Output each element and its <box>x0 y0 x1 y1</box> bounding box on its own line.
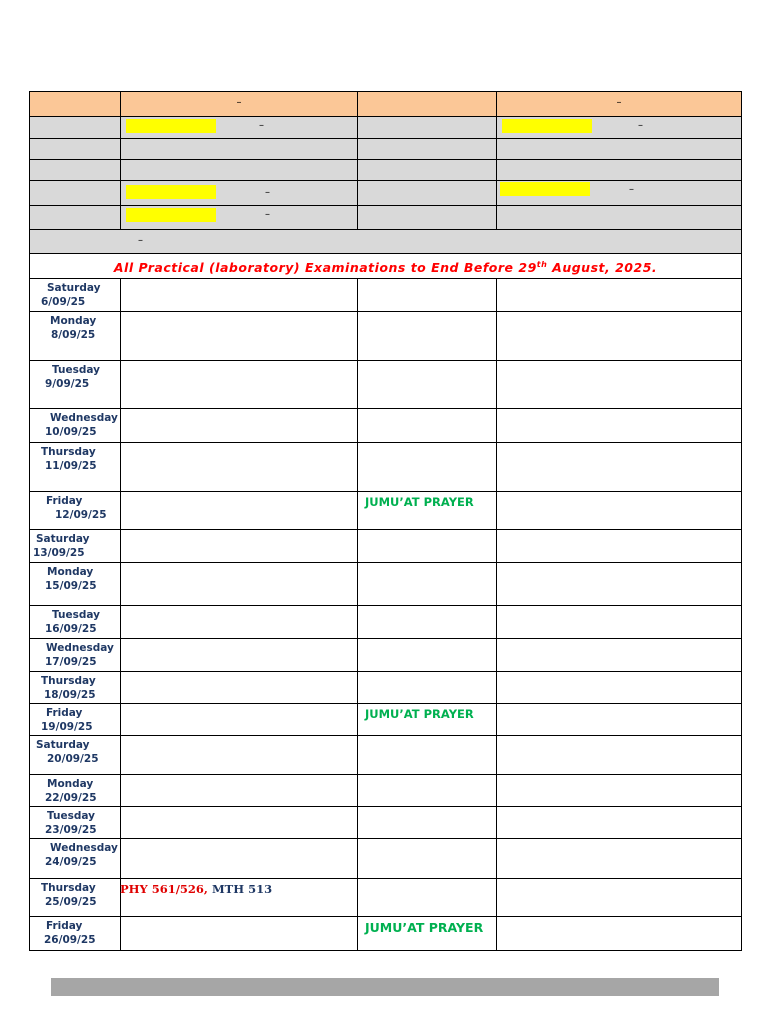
day-label: Saturday <box>36 739 90 752</box>
info-cell <box>30 181 121 206</box>
date-label: 26/09/25 <box>44 934 96 947</box>
date-cell <box>30 312 121 361</box>
info-row-4 <box>30 181 742 206</box>
slot-b-cell <box>358 409 497 443</box>
slot-c-cell <box>497 839 742 879</box>
schedule-row <box>30 839 742 879</box>
date-cell <box>30 606 121 639</box>
date-label: 8/09/25 <box>51 329 96 342</box>
date-label: 17/09/25 <box>45 656 97 669</box>
schedule-row <box>30 606 742 639</box>
schedule-row <box>30 361 742 409</box>
highlight-mark <box>500 182 590 196</box>
info-cell <box>30 117 121 139</box>
header-cell-b <box>358 92 497 117</box>
slot-b-cell <box>358 775 497 807</box>
slot-c-cell <box>497 312 742 361</box>
date-cell <box>30 672 121 704</box>
date-cell <box>30 361 121 409</box>
header-dash-a: – <box>236 97 242 108</box>
slot-b-cell <box>358 312 497 361</box>
course-code-physics: PHY 561/526, <box>120 882 208 897</box>
slot-a-cell <box>121 879 358 917</box>
info-row-2 <box>30 139 742 160</box>
info-cell-wide <box>30 230 742 254</box>
schedule-row <box>30 775 742 807</box>
slot-b-cell <box>358 530 497 563</box>
date-cell <box>30 443 121 492</box>
info-cell <box>497 139 742 160</box>
info-cell <box>30 206 121 230</box>
notice-text: All Practical (laboratory) Examinations to End Before 29 <box>113 260 537 276</box>
header-dash-c: – <box>616 97 622 108</box>
slot-c-cell <box>497 606 742 639</box>
date-cell <box>30 775 121 807</box>
info-cell <box>497 160 742 181</box>
date-label: 25/09/25 <box>45 896 97 909</box>
schedule-row <box>30 530 742 563</box>
header-cell-c <box>497 92 742 117</box>
info-row-6 <box>30 230 742 254</box>
jumuat-prayer-label: JUMU’AT PRAYER <box>365 707 474 722</box>
day-label: Thursday <box>41 675 96 688</box>
date-cell <box>30 409 121 443</box>
date-label: 22/09/25 <box>45 792 97 805</box>
info-cell-b <box>358 206 497 230</box>
date-label: 23/09/25 <box>45 824 97 837</box>
info-cell <box>30 139 121 160</box>
course-code-maths: MTH 513 <box>207 882 273 897</box>
date-cell <box>30 639 121 672</box>
day-label: Tuesday <box>52 364 100 377</box>
slot-c-cell <box>497 917 742 951</box>
info-cell <box>358 139 497 160</box>
date-cell <box>30 530 121 563</box>
date-cell <box>30 736 121 775</box>
schedule-row <box>30 672 742 704</box>
slot-c-cell <box>497 530 742 563</box>
slot-a-cell <box>121 736 358 775</box>
slot-b-cell <box>358 606 497 639</box>
info-dash: – <box>265 209 270 220</box>
schedule-body <box>30 279 742 951</box>
slot-a-cell <box>121 312 358 361</box>
date-cell <box>30 839 121 879</box>
day-label: Wednesday <box>50 412 118 425</box>
slot-b-cell <box>358 443 497 492</box>
date-label: 10/09/25 <box>45 426 97 439</box>
day-label: Tuesday <box>52 609 100 622</box>
info-cell-c <box>497 117 742 139</box>
header-row <box>30 92 742 117</box>
slot-a-cell <box>121 639 358 672</box>
date-label: 20/09/25 <box>47 753 99 766</box>
day-label: Saturday <box>36 533 90 546</box>
info-cell-b <box>358 181 497 206</box>
highlight-mark <box>126 119 216 133</box>
slot-c-cell <box>497 409 742 443</box>
slot-b-cell <box>358 563 497 606</box>
day-label: Wednesday <box>50 842 118 855</box>
slot-c-cell <box>497 736 742 775</box>
slot-c-cell <box>497 807 742 839</box>
day-label: Thursday <box>41 882 96 895</box>
date-label: 16/09/25 <box>45 623 97 636</box>
slot-a-cell <box>121 704 358 736</box>
slot-b-cell <box>358 839 497 879</box>
slot-c-cell <box>497 672 742 704</box>
slot-a-cell <box>121 563 358 606</box>
slot-a-cell <box>121 807 358 839</box>
slot-b-cell <box>358 279 497 312</box>
info-dash: – <box>138 235 143 246</box>
date-label: 24/09/25 <box>45 856 97 869</box>
date-cell <box>30 807 121 839</box>
schedule-row <box>30 312 742 361</box>
day-label: Friday <box>46 495 83 508</box>
slot-a-cell <box>121 409 358 443</box>
slot-c-cell <box>497 879 742 917</box>
day-label: Friday <box>46 920 83 933</box>
date-cell <box>30 492 121 530</box>
date-label: 13/09/25 <box>33 547 85 560</box>
slot-c-cell <box>497 639 742 672</box>
date-label: 18/09/25 <box>44 689 96 702</box>
day-label: Monday <box>47 566 94 579</box>
info-cell <box>121 160 358 181</box>
slot-b-cell <box>358 917 497 951</box>
info-cell <box>358 160 497 181</box>
schedule-row <box>30 443 742 492</box>
slot-c-cell <box>497 775 742 807</box>
info-cell-a <box>121 117 358 139</box>
slot-c-cell <box>497 492 742 530</box>
info-row-1 <box>30 117 742 139</box>
day-label: Monday <box>47 778 94 791</box>
slot-b-cell <box>358 639 497 672</box>
date-cell <box>30 917 121 951</box>
day-label: Tuesday <box>47 810 95 823</box>
slot-a-cell <box>121 530 358 563</box>
date-label: 12/09/25 <box>55 509 107 522</box>
footer-bar <box>51 978 719 996</box>
slot-b-cell <box>358 807 497 839</box>
schedule-row <box>30 409 742 443</box>
info-cell <box>121 139 358 160</box>
day-label: Thursday <box>41 446 96 459</box>
jumuat-prayer-label: JUMU’AT PRAYER <box>365 920 484 936</box>
slot-a-cell <box>121 279 358 312</box>
highlight-mark <box>502 119 592 133</box>
date-cell <box>30 704 121 736</box>
day-label: Friday <box>46 707 83 720</box>
info-dash: – <box>259 120 264 131</box>
course-codes <box>120 882 272 896</box>
slot-b-cell <box>358 672 497 704</box>
schedule-row <box>30 563 742 606</box>
slot-c-cell <box>497 563 742 606</box>
date-label: 19/09/25 <box>41 721 93 734</box>
slot-a-cell <box>121 672 358 704</box>
date-label: 6/09/25 <box>41 296 86 309</box>
notice-superscript: th <box>536 260 548 269</box>
info-row-5 <box>30 206 742 230</box>
highlight-mark <box>126 185 216 199</box>
info-cell <box>30 160 121 181</box>
info-dash: – <box>265 187 270 198</box>
highlight-mark <box>126 208 216 222</box>
day-label: Monday <box>50 315 97 328</box>
day-label: Wednesday <box>46 642 114 655</box>
schedule-row <box>30 917 742 951</box>
header-cell-date <box>30 92 121 117</box>
slot-c-cell <box>497 443 742 492</box>
slot-b-cell <box>358 736 497 775</box>
slot-a-cell <box>121 361 358 409</box>
slot-a-cell <box>121 443 358 492</box>
slot-a-cell <box>121 492 358 530</box>
practical-exam-notice <box>30 254 742 279</box>
slot-c-cell <box>497 361 742 409</box>
info-dash: – <box>629 184 634 195</box>
info-cell-b <box>358 117 497 139</box>
slot-c-cell <box>497 279 742 312</box>
info-cell-c <box>497 181 742 206</box>
schedule-row <box>30 639 742 672</box>
slot-b-cell <box>358 361 497 409</box>
info-cell-a <box>121 181 358 206</box>
schedule-row <box>30 492 742 530</box>
schedule-row <box>30 807 742 839</box>
slot-a-cell <box>121 606 358 639</box>
slot-a-cell <box>121 775 358 807</box>
date-cell <box>30 279 121 312</box>
slot-a-cell <box>121 839 358 879</box>
slot-a-cell <box>121 917 358 951</box>
info-cell-a <box>121 206 358 230</box>
date-label: 15/09/25 <box>45 580 97 593</box>
info-row-3 <box>30 160 742 181</box>
slot-b-cell <box>358 704 497 736</box>
notice-row <box>30 254 742 279</box>
date-label: 9/09/25 <box>45 378 90 391</box>
slot-b-cell <box>358 879 497 917</box>
day-label: Saturday <box>47 282 101 295</box>
header-cell-a <box>121 92 358 117</box>
info-dash: – <box>638 120 643 131</box>
exam-timetable <box>29 91 742 951</box>
schedule-row <box>30 879 742 917</box>
date-label: 11/09/25 <box>45 460 97 473</box>
date-cell <box>30 879 121 917</box>
slot-b-cell <box>358 492 497 530</box>
slot-c-cell <box>497 704 742 736</box>
jumuat-prayer-label: JUMU’AT PRAYER <box>365 495 474 510</box>
date-cell <box>30 563 121 606</box>
schedule-row <box>30 279 742 312</box>
schedule-row <box>30 704 742 736</box>
notice-text-end: August, 2025. <box>547 260 658 276</box>
info-cell-c <box>497 206 742 230</box>
schedule-row <box>30 736 742 775</box>
